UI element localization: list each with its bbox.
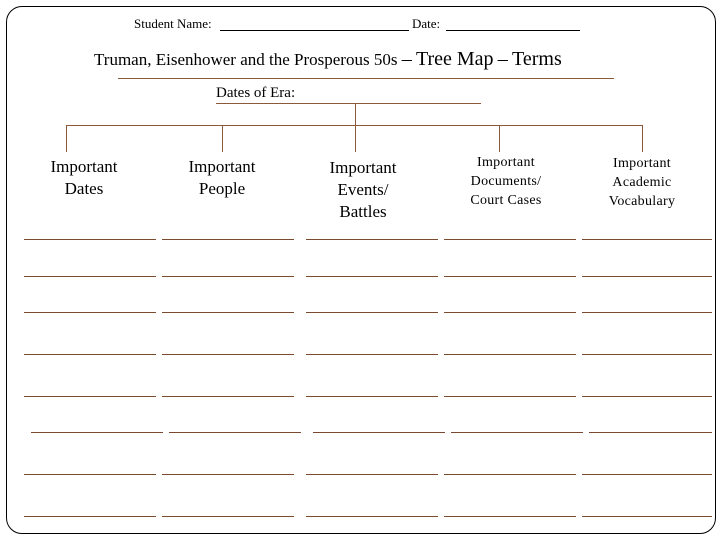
answer-line[interactable] <box>444 276 576 277</box>
column-header-line: Important <box>188 157 256 176</box>
answer-line[interactable] <box>162 516 294 517</box>
answer-line[interactable] <box>582 396 712 397</box>
column-header-line: Battles <box>339 202 387 222</box>
title-sep-1: – <box>401 48 412 70</box>
column-header-dates <box>24 156 144 200</box>
answer-line[interactable] <box>169 432 301 433</box>
era-field[interactable] <box>216 103 481 104</box>
answer-line[interactable] <box>306 396 438 397</box>
answer-line[interactable] <box>582 516 712 517</box>
title-sep-2: – <box>497 48 508 70</box>
title-terms: Terms <box>512 48 562 70</box>
answer-line[interactable] <box>582 312 712 313</box>
answer-line[interactable] <box>451 432 583 433</box>
title-main: Truman, Eisenhower and the Prosperous 50s <box>94 50 398 69</box>
answer-line[interactable] <box>582 239 712 240</box>
answer-line[interactable] <box>24 312 156 313</box>
column-header-line: Important <box>50 157 118 176</box>
answer-line[interactable] <box>162 239 294 240</box>
answer-line[interactable] <box>162 312 294 313</box>
answer-line[interactable] <box>444 516 576 517</box>
answer-line[interactable] <box>444 396 576 397</box>
tree-drop-vocabulary <box>642 125 643 152</box>
answer-line[interactable] <box>24 474 156 475</box>
era-label: Dates of Era: <box>216 85 296 101</box>
answer-line[interactable] <box>31 432 163 433</box>
page-title <box>94 48 562 71</box>
column-header-line: People <box>198 179 246 199</box>
answer-line[interactable] <box>306 276 438 277</box>
date-label: Date: <box>412 16 441 31</box>
answer-line[interactable] <box>306 516 438 517</box>
answer-line[interactable] <box>24 396 156 397</box>
student-name-label: Student Name: <box>134 16 212 31</box>
column-header-line: Important <box>477 155 535 170</box>
tree-drop-documents <box>499 125 500 152</box>
answer-line[interactable] <box>24 354 156 355</box>
answer-line[interactable] <box>589 432 712 433</box>
tree-drop-events <box>355 125 356 152</box>
column-header-people <box>162 156 282 200</box>
tree-drop-dates <box>66 125 67 152</box>
column-header-line: Court Cases <box>470 192 542 208</box>
answer-line[interactable] <box>582 354 712 355</box>
column-header-line: Important <box>329 158 397 177</box>
title-rule <box>118 78 614 79</box>
answer-line[interactable] <box>162 396 294 397</box>
tree-drop-people <box>222 125 223 152</box>
tree-trunk <box>355 103 356 125</box>
column-header-line: Dates <box>64 179 104 199</box>
answer-line[interactable] <box>24 516 156 517</box>
column-header-line: Academic <box>612 174 672 190</box>
answer-line[interactable] <box>444 354 576 355</box>
column-header-vocabulary <box>582 155 702 212</box>
answer-line[interactable] <box>162 276 294 277</box>
answer-line[interactable] <box>582 276 712 277</box>
answer-line[interactable] <box>306 312 438 313</box>
answer-line[interactable] <box>444 239 576 240</box>
answer-line[interactable] <box>306 239 438 240</box>
column-header-events <box>303 157 423 223</box>
answer-line[interactable] <box>444 474 576 475</box>
answer-line[interactable] <box>582 474 712 475</box>
column-header-line: Vocabulary <box>608 193 676 209</box>
answer-line[interactable] <box>444 312 576 313</box>
answer-line[interactable] <box>306 354 438 355</box>
answer-line[interactable] <box>306 474 438 475</box>
student-name-field[interactable] <box>220 30 409 31</box>
answer-line[interactable] <box>162 354 294 355</box>
answer-line[interactable] <box>24 239 156 240</box>
date-field[interactable] <box>446 30 580 31</box>
column-header-line: Documents/ <box>470 173 542 189</box>
answer-line[interactable] <box>162 474 294 475</box>
answer-line[interactable] <box>313 432 445 433</box>
answer-line[interactable] <box>24 276 156 277</box>
column-header-line: Events/ <box>337 180 389 200</box>
title-tree-map: Tree Map <box>415 48 494 70</box>
column-header-line: Important <box>613 156 671 171</box>
worksheet-frame <box>6 6 716 534</box>
column-header-documents <box>446 154 566 211</box>
